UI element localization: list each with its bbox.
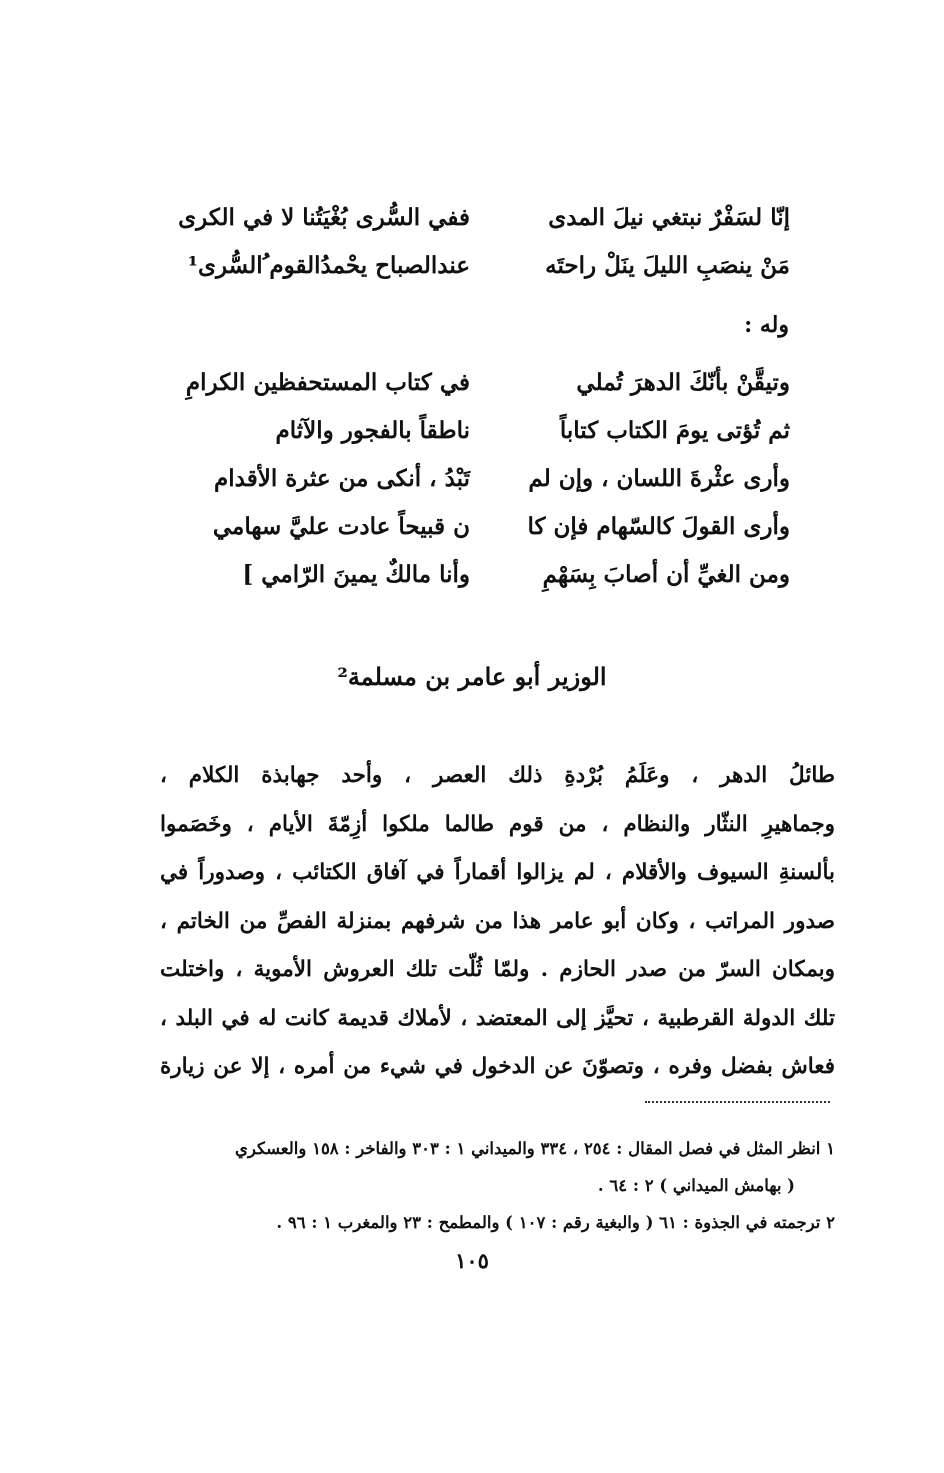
paragraph-line: تلك الدولة القرطبية ، تحيَّز إلى المعتضد ، لأملاك قديمة كانت له في البلد ، (160, 1005, 835, 1031)
poem-top (178, 193, 790, 289)
verse-line (190, 502, 790, 550)
verse-line (185, 358, 790, 406)
verse-hemistich-second: تَبْدُ ، أنكى من عثرة الأقدام (214, 464, 470, 492)
verse-hemistich-second: عندالصباح يحْمدُالقوم ُالسُّرى¹ (187, 251, 470, 279)
verse-line (178, 193, 790, 241)
verse-hemistich-first: ومن الغيِّ أن أصابَ بِسَهْمِ (542, 560, 790, 588)
poem-intro-label: وله : (744, 312, 789, 338)
paragraph-line: وبمكان السرّ من صدر الحازم . ولمّا ثُلّت تلك العروش الأموية ، واختلت (160, 957, 835, 982)
footnote-separator (645, 1101, 830, 1103)
verse-line (187, 241, 790, 289)
footnote-line: ( بهامش الميداني ) ٢ : ٦٤ . (597, 1176, 795, 1195)
verse-line (190, 454, 790, 502)
paragraph-line: وجماهيرِ النثّار والنظام ، من قوم طالما ملكوا أزِمّةَ الأيام ، وخَصَموا (160, 811, 835, 837)
paragraph-line: صدور المراتب ، وكان أبو عامر هذا من شرفهم بمنزلة الفصِّ من الخاتم ، (160, 908, 835, 934)
verse-hemistich-first: وتيقَّنْ بأنّكَ الدهرَ تُملي (576, 368, 790, 396)
verse-hemistich-first: مَنْ ينصَبِ الليلَ ينَلْ راحتَه (545, 251, 790, 279)
paragraph-line: طائلُ الدهر ، وعَلَمُ بُرْدةِ ذلك العصر ، وأحد جهابذة الكلام ، (160, 763, 835, 788)
verse-line (190, 406, 790, 454)
body-paragraph (160, 752, 835, 1092)
paragraph-line: فعاش بفضل وفره ، وتصوّنَ عن الدخول في شيء من أمره ، إلا عن زيارة (160, 1054, 835, 1079)
verse-hemistich-second: ناطقاً بالفجور والآثام (275, 416, 470, 444)
verse-hemistich-first: إنّا لسَفْرٌ نبتغي نيلَ المدى (548, 203, 790, 231)
verse-hemistich-second: ففي السُّرى بُغْيَتُنا لا في الكرى (178, 203, 470, 231)
verse-hemistich-first: ثم تُؤتى يومَ الكتاب كتاباً (559, 416, 790, 444)
poem-second (185, 358, 790, 598)
verse-hemistich-second: ن قبيحاً عادت عليَّ سهامي (212, 512, 470, 540)
verse-hemistich-second: في كتاب المستحفظين الكرامِ (185, 368, 470, 396)
verse-line (190, 550, 790, 598)
verse-hemistich-second: وأنا مالكٌ يمينَ الرّامي ] (242, 560, 470, 588)
paragraph-line: بألسنةِ السيوف والأقلام ، لم يزالوا أقماراً في آفاق الكتائب ، وصدوراً في (160, 860, 835, 885)
page-number: ١٠٥ (455, 1248, 489, 1273)
footnotes (155, 1130, 835, 1241)
verse-hemistich-first: وأرى عثْرةَ اللسان ، وإن لم (528, 464, 790, 492)
footnote-line: ١ انظر المثل في فصل المقال : ٢٥٤ ، ٣٣٤ والميداني ١ : ٣٠٣ والفاخر : ١٥٨ والعسكري (234, 1139, 835, 1158)
footnote-line: ٢ ترجمته في الجذوة : ٦١ ( والبغية رقم : ١٠٧ ) والمطمح : ٢٣ والمغرب ١ : ٩٦ . (276, 1213, 835, 1232)
section-title: الوزير أبو عامر بن مسلمة² (337, 662, 607, 691)
verse-hemistich-first: وأرى القولَ كالسّهام فإن كا (527, 512, 790, 540)
